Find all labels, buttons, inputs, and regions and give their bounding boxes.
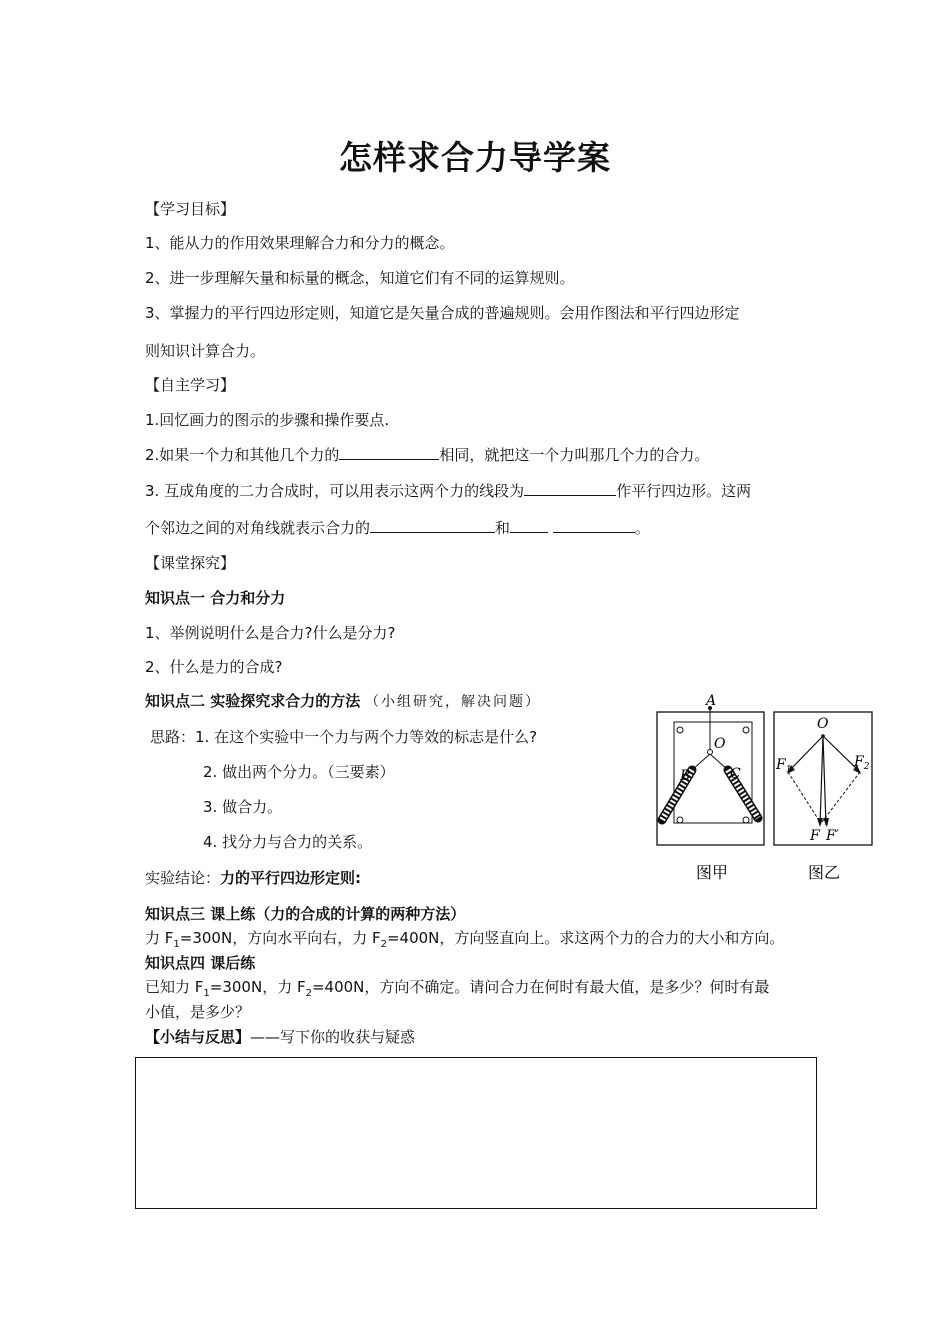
self-study-q1: 1.回忆画力的图示的步骤和操作要点.	[145, 411, 390, 429]
k2-title	[145, 691, 541, 712]
page-title: 怎样求合力导学案	[339, 138, 611, 177]
experiment-figure	[650, 690, 890, 890]
label-F2	[853, 754, 870, 772]
goal-2: 2、进一步理解矢量和标量的概念，知道它们有不同的运算规则。	[145, 269, 575, 287]
k2-step-4: 4. 找分力与合力的关系。	[203, 833, 373, 851]
q3-blank-4[interactable]	[553, 518, 635, 533]
label-F1-main: F	[776, 757, 786, 773]
k2-conclusion-label: 实验结论：	[145, 869, 221, 887]
goal-3: 3、掌握力的平行四边形定则，知道它是矢量合成的普遍规则。会用作图法和平行四边形定	[145, 304, 740, 322]
figure-board-left	[657, 693, 764, 882]
k4-text-c: =400N，方向不确定。请问合力在何时有最大值，是多少？何时有最	[311, 978, 770, 996]
k4-sub-2: 2	[305, 988, 312, 999]
label-F1-sub: 1	[785, 765, 792, 775]
explore-header: 【课堂探究】	[145, 554, 236, 572]
k1-q2: 2、什么是力的合成?	[145, 658, 283, 676]
label-O-right: O	[817, 716, 829, 732]
label-O-left: O	[714, 736, 726, 752]
k3-title: 知识点三 课上练（力的合成的计算的两种方法）	[145, 905, 466, 923]
k2-step-2: 2. 做出两个分力。（三要素）	[203, 763, 395, 781]
k4-text-b: =300N，力 F	[209, 978, 306, 996]
self-study-q3	[145, 481, 751, 501]
k3-text-c: =400N，方向竖直向上。求这两个力的合力的大小和方向。	[386, 929, 785, 947]
label-F: F	[810, 828, 820, 844]
k4-body	[145, 977, 769, 1004]
k2-conclusion	[145, 868, 361, 888]
label-C: C	[730, 766, 741, 782]
caption-right: 图乙	[808, 863, 841, 882]
caption-left: 图甲	[696, 863, 729, 882]
k4-text-a: 已知力 F	[145, 978, 204, 996]
self-study-q2	[145, 445, 709, 465]
k1-title: 知识点一 合力和分力	[145, 589, 286, 607]
q3-text-c: 个邻边之间的对角线就表示合力的	[145, 519, 371, 537]
k4-body-cont: 小值，是多少？	[145, 1003, 251, 1021]
k2-note: （小组研究，解决问题）	[365, 694, 542, 710]
k2-step-1: 思路：1. 在这个实验中一个力与两个力等效的标志是什么?	[150, 728, 538, 746]
k3-text-a: 力 F	[145, 929, 174, 947]
summary-line	[145, 1027, 415, 1047]
q3-text-d: 和	[495, 519, 511, 537]
k3-body	[145, 928, 784, 955]
label-F2-main: F	[854, 754, 864, 770]
q3-text-b: 作平行四边形。这两	[616, 482, 752, 500]
k2-title-text: 知识点二 实验探究求合力的方法	[145, 692, 361, 710]
label-F1	[775, 757, 791, 775]
q2-text-b: 相同，就把这一个力叫那几个力的合力。	[439, 446, 710, 464]
goal-1: 1、能从力的作用效果理解合力和分力的概念。	[145, 234, 455, 252]
k3-sub-2: 2	[380, 939, 387, 950]
q3-blank-2[interactable]	[370, 518, 495, 533]
k4-title: 知识点四 课后练	[145, 954, 256, 972]
k2-conclusion-rule: 力的平行四边形定则:	[220, 869, 362, 887]
label-B: B	[680, 768, 691, 784]
q2-text-a: 2.如果一个力和其他几个力的	[145, 446, 340, 464]
label-A: A	[706, 693, 717, 709]
goal-3-cont: 则知识计算合力。	[145, 342, 266, 360]
self-study-q3-cont	[145, 518, 650, 538]
label-F2-sub: 2	[863, 762, 870, 772]
q3-text-a: 3. 互成角度的二力合成时，可以用表示这两个力的线段为	[145, 482, 525, 500]
reflection-box[interactable]	[135, 1057, 817, 1209]
k3-sub-1: 1	[173, 939, 180, 950]
summary-note: ——写下你的收获与疑惑	[250, 1028, 416, 1046]
q3-blank-1[interactable]	[524, 481, 616, 496]
q2-blank[interactable]	[339, 445, 439, 460]
goals-header: 【学习目标】	[145, 200, 236, 218]
summary-header: 【小结与反思】	[145, 1028, 251, 1046]
k4-sub-1: 1	[203, 988, 210, 999]
figure-board-right	[774, 712, 872, 882]
k3-text-b: =300N，方向水平向右，力 F	[179, 929, 381, 947]
q3-blank-3[interactable]	[510, 518, 548, 533]
q3-text-e: 。	[634, 519, 650, 537]
label-F-prime: F′	[826, 828, 839, 844]
k1-q1: 1、举例说明什么是合力?什么是分力?	[145, 624, 396, 642]
k2-step-3: 3. 做合力。	[203, 798, 283, 816]
self-study-header: 【自主学习】	[145, 376, 236, 394]
